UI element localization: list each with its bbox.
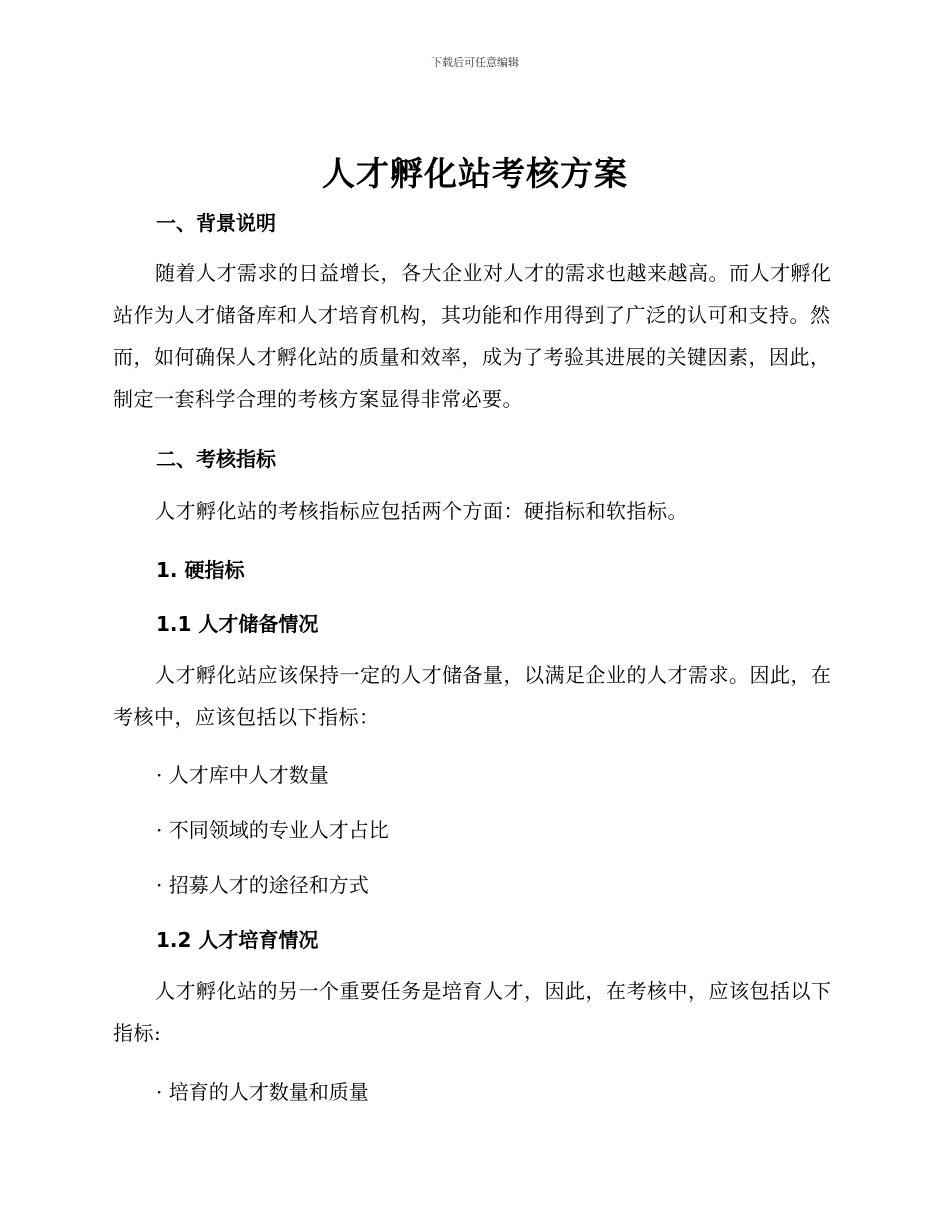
paragraph-background: 随着人才需求的日益增长，各大企业对人才的需求也越来越高。而人才孵化站作为人才储备库和人才培育机构，其功能和作用得到了广泛的认可和支持。然而，如何确保人才孵化站的质量和效率，成为了考验其进展的关键因素，因此，制定一套科学合理的考核方案显得非常必要。 [113,261,832,411]
subsection-heading-talent-reserve: 1.1 人才储备情况 [156,612,319,636]
subsection-heading-talent-cultivation: 1.2 人才培育情况 [156,928,319,952]
paragraph-talent-reserve: 人才孵化站应该保持一定的人才储备量，以满足企业的人才需求。因此，在考核中，应该包括以下指标： [113,663,832,729]
subsection-heading-hard-indicators: 1. 硬指标 [156,558,245,582]
list-item: · 培育的人才数量和质量 [156,1080,369,1104]
document-title: 人才孵化站考核方案 [322,154,628,193]
list-item: · 不同领域的专业人才占比 [156,818,389,842]
section-heading-background: 一、背景说明 [156,211,276,235]
paragraph-talent-cultivation: 人才孵化站的另一个重要任务是培育人才，因此，在考核中，应该包括以下指标: [113,979,832,1045]
list-item: · 人才库中人才数量 [156,763,329,787]
paragraph-indicators: 人才孵化站的考核指标应包括两个方面：硬指标和软指标。 [155,499,688,523]
header-note: 下载后可任意编辑 [431,56,519,69]
section-heading-indicators: 二、考核指标 [156,447,276,471]
list-item: · 招募人才的途径和方式 [156,873,369,897]
